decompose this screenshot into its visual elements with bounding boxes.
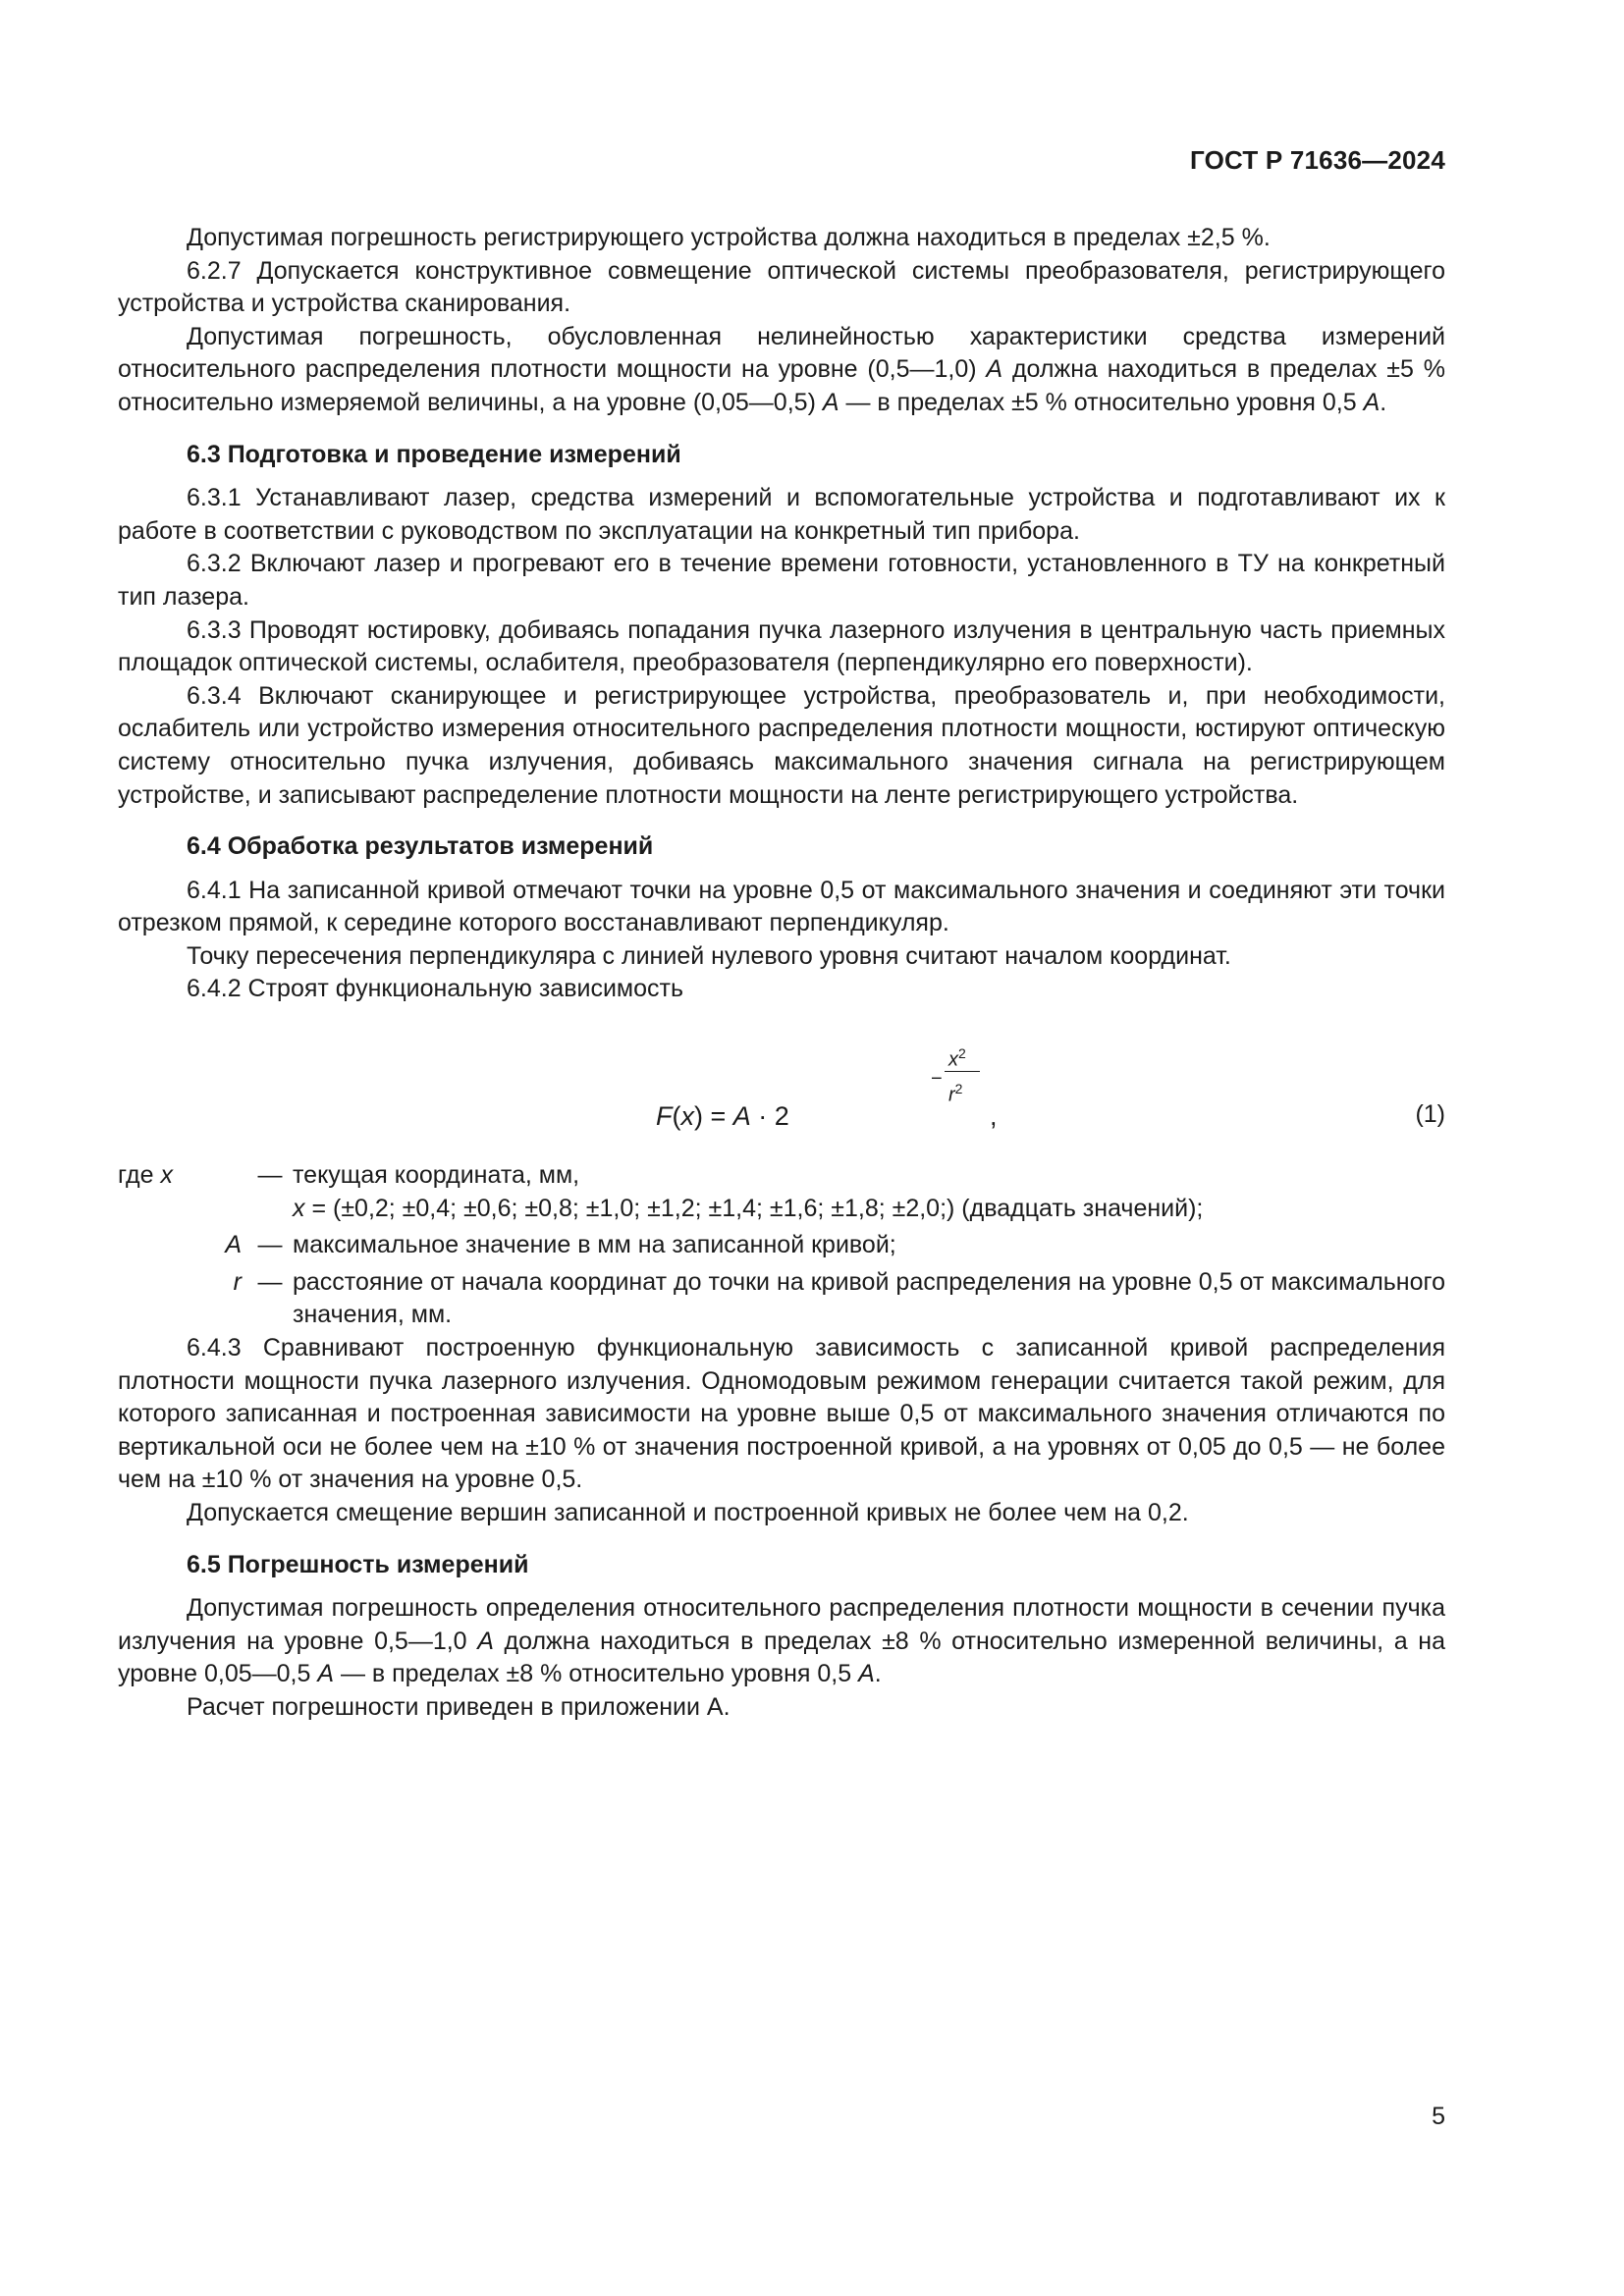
formula-block <box>118 1020 1445 1159</box>
where-dash: — <box>257 1161 283 1190</box>
text-run: Допустимая погрешность определения относительного распределения плотности мощности в сечении пучка излучения на уровне 0,5—1,0 <box>118 1594 1445 1655</box>
where-row-x <box>118 1159 1445 1225</box>
paragraph-6-5-error <box>118 1592 1445 1691</box>
text-run: — в пределах ±8 % относительно уровня 0,5 <box>334 1660 859 1688</box>
formula-1 <box>656 1028 1049 1155</box>
where-block <box>118 1159 1445 1332</box>
where-x-values-text: = (±0,2; ±0,4; ±0,6; ±0,8; ±1,0; ±1,2; ±1,4; ±1,6; ±1,8; ±2,0;) (двадцать значений); <box>304 1194 1204 1222</box>
paragraph-6-3-3: 6.3.3 Проводят юстировку, добиваясь попадания пучка лазерного излучения в центральную часть приемных площадок оптической системы, ослабителя, преобразователя (перпендикулярно его поверхности). <box>118 615 1445 677</box>
formula-paren: ) <box>694 1101 703 1132</box>
where-row-a <box>118 1229 1445 1262</box>
paragraph-6-3-2: 6.3.2 Включают лазер и прогревают его в течение времени готовности, установленного в ТУ на конкретный тип лазера. <box>118 550 1445 611</box>
where-dash: — <box>257 1267 283 1296</box>
var-a: A <box>858 1660 875 1688</box>
formula-a: A <box>732 1101 751 1132</box>
text-run: . <box>874 1660 882 1688</box>
equation-number: (1) <box>1415 1100 1445 1129</box>
section-heading-6-5: 6.5 Погрешность измерений <box>187 1550 529 1578</box>
var-a: A <box>986 355 1003 384</box>
paragraph-recorder-error: Допустимая погрешность регистрирующего устройства должна находиться в пределах ±2,5 %. <box>187 224 1271 251</box>
where-var-a: A <box>225 1231 242 1259</box>
paragraph-6-4-3: 6.4.3 Сравнивают построенную функциональную зависимость с записанной кривой распределения плотности мощности пучка лазерного излучения. Одномодовым режимом генерации считается такой режим, для которого записанная и построенная зависимости на уровне выше 0,5 от максимального значения отличаются по вертикальной оси не более чем на ±10 % от значения построенной кривой, а на уровнях от 0,05 до 0,5 — не более чем на ±10 % от значения на уровне 0,5. <box>118 1334 1445 1494</box>
where-var-r: r <box>233 1267 242 1296</box>
where-label-x <box>118 1159 247 1193</box>
var-a: A <box>1363 388 1380 416</box>
where-x-desc: текущая координата, мм, <box>293 1161 580 1190</box>
formula-base <box>656 1100 789 1134</box>
where-var-x: x <box>160 1161 173 1190</box>
formula-den-exp: 2 <box>954 1081 963 1097</box>
where-label-a <box>118 1229 247 1262</box>
var-a: A <box>477 1627 494 1655</box>
paragraph-origin: Точку пересечения перпендикуляра с линией нулевого уровня считают началом координат. <box>187 941 1231 970</box>
document-id-header: ГОСТ Р 71636—2024 <box>1190 145 1445 175</box>
where-label-r <box>118 1266 247 1300</box>
paragraph-6-3-1: 6.3.1 Устанавливают лазер, средства измерений и вспомогательные устройства и подготавливают их к работе в соответствии с руководством по эксплуатации на конкретный тип прибора. <box>118 484 1445 545</box>
formula-two: 2 <box>774 1101 789 1132</box>
formula-num-exp: 2 <box>958 1045 966 1062</box>
section-heading-6-3: 6.3 Подготовка и проведение измерений <box>187 440 681 468</box>
where-dash: — <box>257 1231 283 1259</box>
paragraph-peak-offset: Допускается смещение вершин записанной и построенной кривых не более чем на 0,2. <box>187 1499 1189 1526</box>
where-var-x: x <box>293 1194 305 1222</box>
formula-den-var: r <box>948 1084 955 1106</box>
where-text-a: максимальное значение в мм на записанной кривой; <box>293 1231 896 1259</box>
formula-paren: ( <box>672 1101 681 1132</box>
paragraph-6-4-2: 6.4.2 Строят функциональную зависимость <box>187 975 683 1003</box>
where-row-r <box>118 1266 1445 1332</box>
formula-dot: · <box>750 1101 775 1132</box>
paragraph-6-3-4: 6.3.4 Включают сканирующее и регистрирующее устройства, преобразователь и, при необходимости, ослабитель или устройство измерения относительного распределения плотности мощности, юстируют оптическую систему относительно пучка излучения, добиваясь максимального значения сигнала на регистрирующем устройстве, и записывают распределение плотности мощности на ленте регистрирующего устройства. <box>118 681 1445 809</box>
where-text-r: расстояние от начала координат до точки на кривой распределения на уровне 0,5 от максимального значения, мм. <box>293 1267 1445 1329</box>
var-a: A <box>317 1660 335 1688</box>
paragraph-6-4-1: 6.4.1 На записанной кривой отмечают точки на уровне 0,5 от максимального значения и соединяют эти точки отрезком прямой, к середине которого восстанавливают перпендикуляр. <box>118 876 1445 937</box>
text-run: должна находиться в пределах ±5 % относительно измеряемой величины, а на уровне (0,05—0,5) <box>118 355 1445 416</box>
formula-exponent <box>931 1038 1029 1116</box>
where-text-x <box>293 1159 1445 1225</box>
var-a: A <box>822 388 839 416</box>
text-run: должна находиться в пределах ±8 % относительно измеренной величины, а на уровне 0,05—0,5 <box>118 1627 1445 1688</box>
paragraph-appendix-ref: Расчет погрешности приведен в приложении А. <box>187 1692 731 1721</box>
formula-x: x <box>680 1101 694 1132</box>
text-run: . <box>1380 388 1387 416</box>
section-heading-6-4: 6.4 Обработка результатов измерений <box>187 832 654 861</box>
paragraph-nonlinearity-error <box>118 321 1445 420</box>
formula-fraction-bar <box>945 1071 980 1072</box>
formula-comma: , <box>990 1101 998 1132</box>
text-run: Допустимая погрешность, обусловленная нелинейностью характеристики средства измерений относительного распределения плотности мощности на уровне (0,5—1,0) <box>118 322 1445 384</box>
formula-eq: = <box>703 1101 733 1132</box>
page-body <box>118 222 1445 1725</box>
formula-minus: − <box>931 1068 943 1091</box>
paragraph-6-2-7: 6.2.7 Допускается конструктивное совмещение оптической системы преобразователя, регистрирующего устройства и устройства сканирования. <box>118 256 1445 318</box>
formula-denominator <box>948 1073 962 1112</box>
where-prefix: где <box>118 1161 161 1190</box>
text-run: — в пределах ±5 % относительно уровня 0,5 <box>839 388 1364 416</box>
where-x-values <box>293 1193 1445 1226</box>
page-number: 5 <box>1432 2103 1445 2130</box>
formula-num-var: x <box>948 1048 958 1071</box>
formula-f: F <box>656 1101 673 1132</box>
